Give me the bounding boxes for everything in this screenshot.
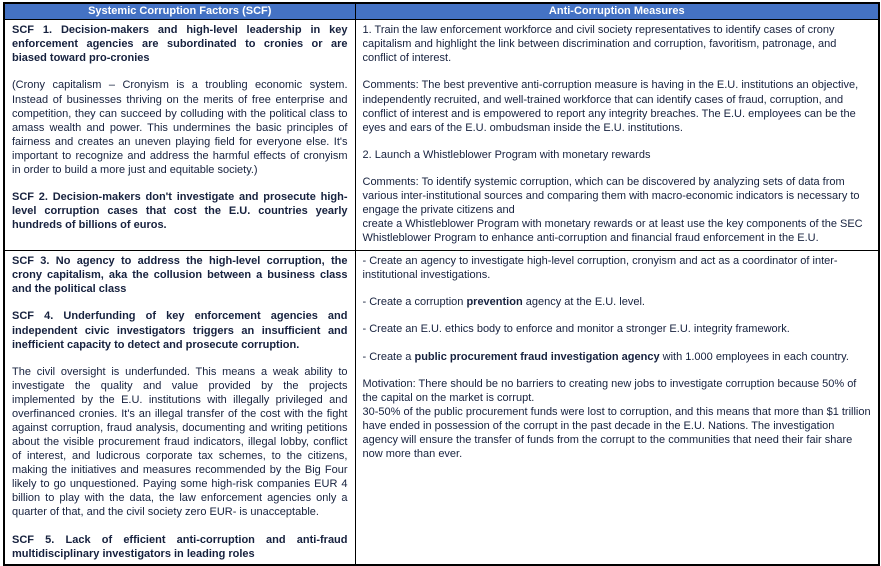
measure-item-procurement-pre: - Create a	[362, 350, 415, 363]
measure-item-procurement-bold: public procurement fraud investigation agency	[414, 350, 660, 363]
civil-oversight-paragraph: The civil oversight is underfunded. This means a weak ability to investigate the quality and value provided by the projects implemented by the E.U. institutions with illegally privileged and overfinanced cronies. It's an illegal transfer of the cost with the fight against corruption, fraud analysis, documenting and writing petitions about the visible procurement fraud indicators, illegal lobby, conflict of interest, and ludicrous corporate tax schemes, to the citizens, making the initiatives and measures recommended by the Big Four likely to go unquestioned. Paying some high-risk companies EUR 4 billion to play with the data, the law enforcement agencies only a quarter of that, and the civil society zero EUR- is unacceptable.	[12, 365, 348, 519]
motivation-line2: 30-50% of the public procurement funds were lost to corruption, and this means that more than $1 trillion have ended in possession of the corrupt in the past decade in the E.U. Nations. The investigation agency will ensure the transfer of funds from the corrupt to the communities that need their fair share now more than ever.	[362, 405, 871, 460]
column-header-scf: Systemic Corruption Factors (SCF)	[4, 3, 355, 20]
scf1-heading: SCF 1. Decision-makers and high-level leadership in key enforcement agencies are subordinated to cronies or are biased toward pro-cronies	[12, 24, 348, 65]
table-row	[4, 251, 879, 565]
measure-1-comments: Comments: The best preventive anti-corruption measure is having in the E.U. institutions an objective, independently recruited, and well-trained workforce that can identify cases of fraud, corruption, and conflict of interest and is empowered to report any integrity breaches. The E.U. employees can be the eyes and ears of the E.U. ombudsman inside the E.U. institutions.	[362, 79, 859, 134]
cell-scf-1-2	[4, 20, 355, 251]
corruption-factors-table	[3, 2, 880, 566]
scf5-heading: SCF 5. Lack of efficient anti-corruption and anti-fraud multidisciplinary investigators in leading roles	[12, 533, 348, 560]
cell-measures-3-4-5	[355, 251, 879, 565]
scf3-heading: SCF 3. No agency to address the high-level corruption, the crony capitalism, aka the collusion between a business class and the political class	[12, 255, 348, 296]
measure-item-agency: - Create an agency to investigate high-level corruption, cronyism and act as a coordinator of inter-institutional investigations.	[362, 255, 838, 282]
column-header-measures: Anti-Corruption Measures	[355, 3, 879, 20]
table-header-row	[4, 3, 879, 20]
cell-scf-3-4-5	[4, 251, 355, 565]
measure-1: 1. Train the law enforcement workforce and civil society representatives to identify cases of crony capitalism and highlight the link between discrimination and corruption, favoritism, patronage, and conflict of interest.	[362, 24, 837, 65]
table-row	[4, 20, 879, 251]
measure-2-comments-line2: create a Whistleblower Program with monetary rewards or at least use the key components of the SEC Whistleblower Program to enhance anti-corruption and financial fraud enforcement in the E.U.	[362, 218, 863, 245]
measure-2: 2. Launch a Whistleblower Program with monetary rewards	[362, 148, 651, 161]
measure-2-comments-line1: Comments: To identify systemic corruption, which can be discovered by analyzing sets of data from various inter-institutional sources and comparing them with macro-economic indicators is necessary to engage the private citizens and	[362, 175, 860, 216]
measure-item-prevention-pre: - Create a corruption	[362, 296, 467, 309]
measure-item-prevention-post: agency at the E.U. level.	[522, 296, 645, 309]
scf4-heading: SCF 4. Underfunding of key enforcement agencies and independent civic investigators triggers an insufficient and inefficient capacity to detect and prosecute corruption.	[12, 310, 348, 351]
measure-item-prevention-bold: prevention	[466, 296, 523, 309]
cell-measures-1-2	[355, 20, 879, 251]
measure-item-prevention	[363, 295, 872, 309]
crony-capitalism-note: (Crony capitalism – Cronyism is a troubling economic system. Instead of businesses thriving on the merits of free enterprise and competition, they can succeed by colluding with the political class to amass wealth and power. This undermines the basic principles of fairness and creates an uneven playing field for everyone else. It's important to recognize and address the harmful effects of cronyism in order to build a more just and equitable society.)	[12, 79, 348, 176]
scf2-heading: SCF 2. Decision-makers don't investigate and prosecute high-level corruption cases that cost the E.U. countries yearly hundreds of billions of euros.	[12, 190, 348, 232]
measure-item-ethics-body: - Create an E.U. ethics body to enforce and monitor a stronger E.U. integrity framework.	[362, 323, 790, 336]
measure-item-procurement-agency	[363, 350, 872, 364]
measure-item-procurement-post: with 1.000 employees in each country.	[659, 350, 849, 363]
motivation-line1: Motivation: There should be no barriers to creating new jobs to investigate corruption because 50% of the capital on the market is corrupt.	[362, 377, 857, 404]
